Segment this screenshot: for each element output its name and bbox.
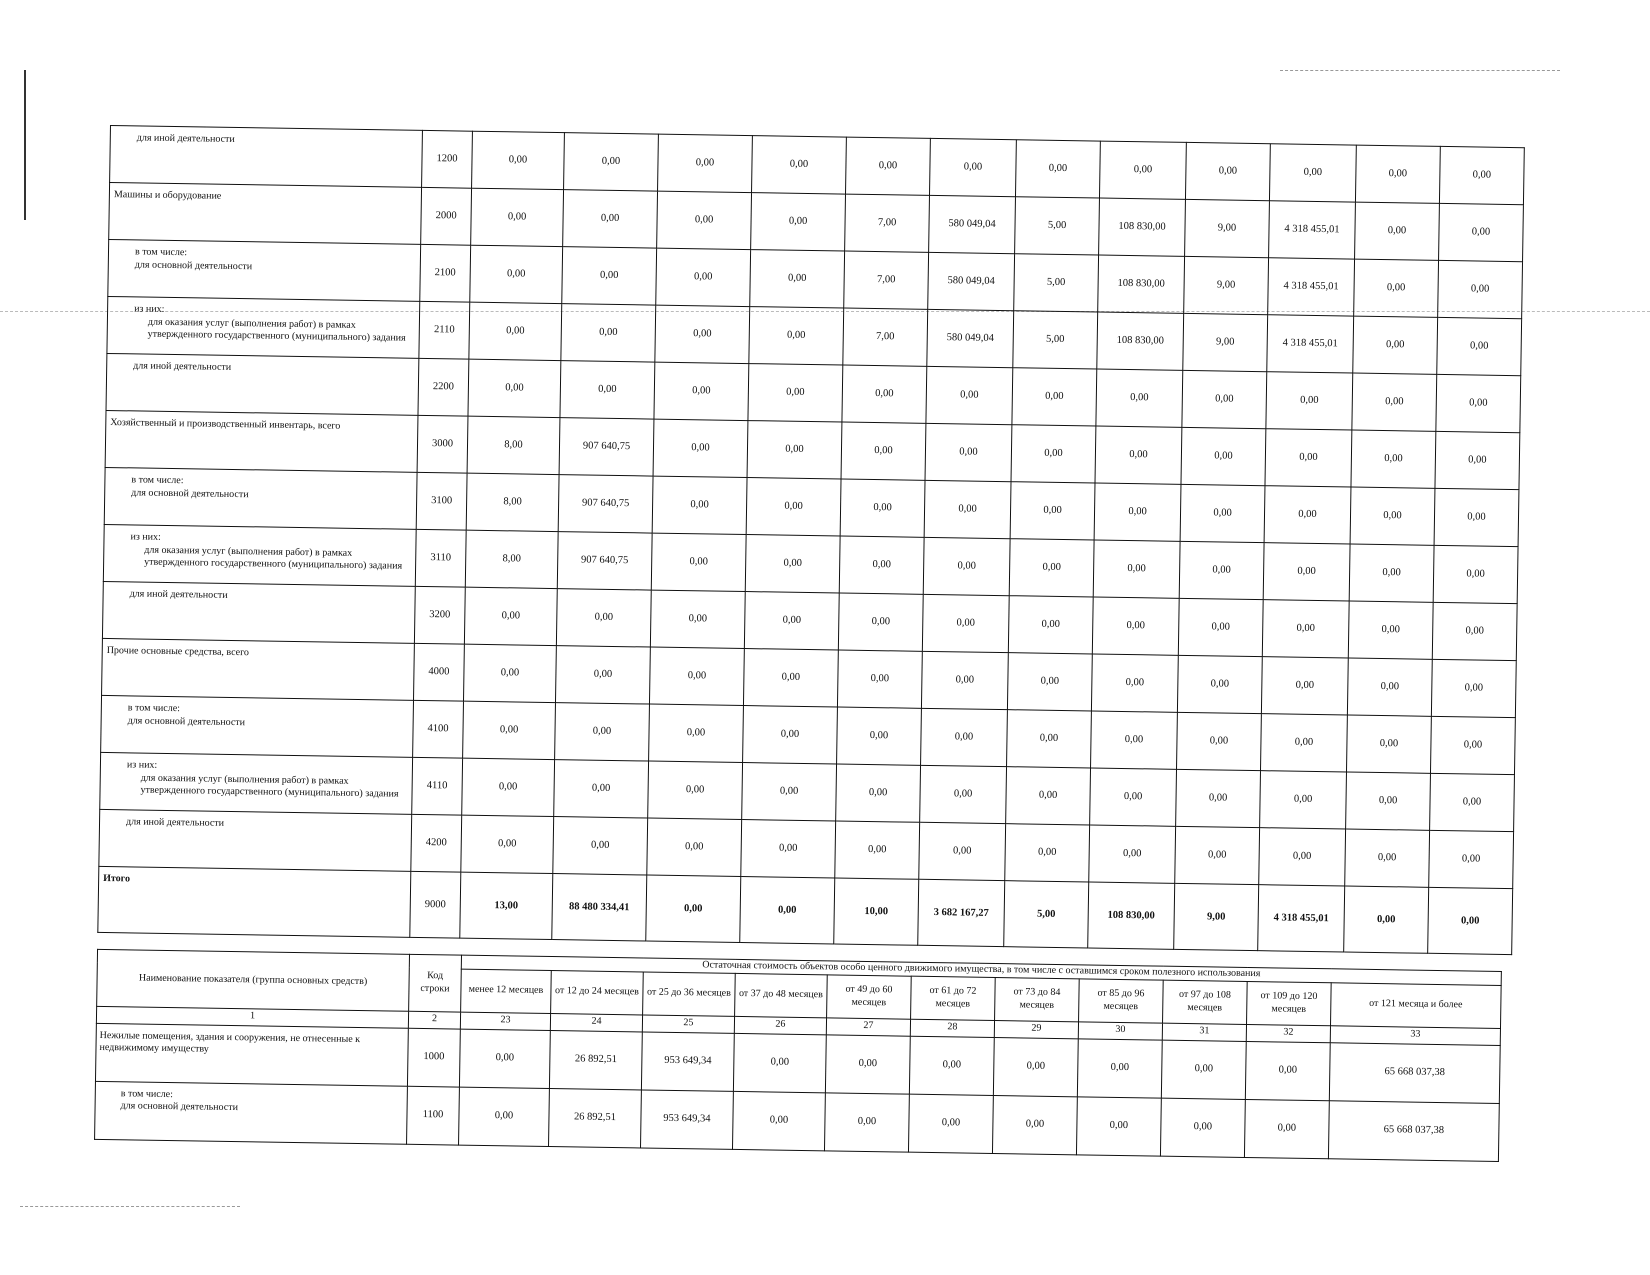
column-number: 29 xyxy=(994,1020,1078,1038)
value-cell: 5,00 xyxy=(1013,311,1098,369)
row-code: 2200 xyxy=(418,358,469,416)
value-cell: 0,00 xyxy=(925,423,1012,481)
row-name xyxy=(105,410,418,472)
total-value-cell: 4 318 455,01 xyxy=(1258,885,1345,952)
value-cell: 0,00 xyxy=(1346,715,1431,773)
value-cell: 0,00 xyxy=(1015,140,1100,198)
value-cell: 0,00 xyxy=(839,536,924,594)
row-name-line: из них: xyxy=(134,303,165,315)
value-cell: 0,00 xyxy=(924,480,1011,538)
value-cell: 0,00 xyxy=(471,188,564,246)
value-cell: 953 649,34 xyxy=(641,1031,734,1090)
value-cell: 0,00 xyxy=(1437,317,1522,375)
row-name-line: для иной деятельности xyxy=(125,816,225,829)
value-cell: 0,00 xyxy=(1005,824,1090,882)
row-name-line: в том числе: xyxy=(131,474,184,487)
value-cell: 0,00 xyxy=(1430,773,1515,831)
value-cell: 0,00 xyxy=(1245,1041,1330,1100)
row-name-line: для основной деятельности xyxy=(120,1100,239,1114)
value-cell: 0,00 xyxy=(1266,372,1353,430)
value-cell: 0,00 xyxy=(926,366,1013,424)
row-code: 3110 xyxy=(415,529,466,587)
column-number: 1 xyxy=(96,1006,408,1028)
value-cell: 0,00 xyxy=(920,765,1007,823)
period-column-header: от 121 месяца и более xyxy=(1331,982,1502,1028)
value-cell: 5,00 xyxy=(1014,254,1099,312)
total-label: Итого xyxy=(98,866,411,937)
value-cell: 0,00 xyxy=(564,133,659,191)
row-code: 3000 xyxy=(417,415,468,473)
value-cell: 0,00 xyxy=(1347,658,1432,716)
value-cell: 0,00 xyxy=(1430,716,1515,774)
value-cell: 0,00 xyxy=(846,137,931,195)
fixed-assets-table xyxy=(97,125,1525,955)
row-code: 2000 xyxy=(421,187,472,245)
row-name xyxy=(100,752,413,814)
column-number: 33 xyxy=(1330,1025,1500,1045)
value-cell: 0,00 xyxy=(1007,653,1092,711)
value-cell: 0,00 xyxy=(563,190,658,248)
code-column-header: Код строки xyxy=(409,954,462,1011)
value-cell: 0,00 xyxy=(1076,1096,1161,1155)
value-cell: 0,00 xyxy=(1177,712,1262,770)
value-cell: 0,00 xyxy=(553,817,648,875)
value-cell: 0,00 xyxy=(1438,260,1523,318)
row-name xyxy=(103,524,416,586)
value-cell: 9,00 xyxy=(1184,256,1269,314)
value-cell: 0,00 xyxy=(922,594,1009,652)
row-code: 2100 xyxy=(420,244,471,302)
value-cell: 0,00 xyxy=(463,701,556,759)
value-cell: 0,00 xyxy=(825,1034,910,1093)
value-cell: 0,00 xyxy=(459,1087,550,1146)
value-cell: 0,00 xyxy=(555,703,650,761)
row-name xyxy=(99,809,412,871)
value-cell: 0,00 xyxy=(1091,711,1178,769)
value-cell: 0,00 xyxy=(1345,829,1430,887)
value-cell: 0,00 xyxy=(1007,710,1092,768)
value-cell: 0,00 xyxy=(732,1091,825,1150)
value-cell: 0,00 xyxy=(743,649,838,707)
value-cell: 0,00 xyxy=(1261,714,1348,772)
row-code: 4110 xyxy=(412,757,463,815)
value-cell: 0,00 xyxy=(1348,601,1433,659)
row-name-line: недвижимому имуществу xyxy=(99,1041,209,1055)
value-cell: 0,00 xyxy=(562,247,657,305)
period-column-header: менее 12 месяцев xyxy=(461,969,552,1013)
row-name-line: Нежилые помещения, здания и сооружения, не отнесенные к xyxy=(99,1029,361,1045)
value-cell: 0,00 xyxy=(1264,486,1351,544)
value-cell: 0,00 xyxy=(556,589,651,647)
row-name xyxy=(109,183,422,245)
value-cell: 8,00 xyxy=(467,416,560,474)
scan-margin-mark xyxy=(24,70,26,220)
value-cell: 0,00 xyxy=(1176,769,1261,827)
name-column-header: Наименование показателя (группа основных средств) xyxy=(97,949,410,1010)
value-cell: 0,00 xyxy=(835,821,920,879)
value-cell: 0,00 xyxy=(1261,657,1348,715)
value-cell: 0,00 xyxy=(462,758,555,816)
total-value-cell: 5,00 xyxy=(1004,881,1089,948)
value-cell: 0,00 xyxy=(750,250,845,308)
value-cell: 0,00 xyxy=(921,651,1008,709)
value-cell: 0,00 xyxy=(1433,545,1518,603)
value-cell: 0,00 xyxy=(1099,141,1186,199)
row-name-line: Прочие основные средства, всего xyxy=(106,645,250,659)
row-name-line: утвержденного государственного (муниципального) задания xyxy=(140,784,399,800)
value-cell: 0,00 xyxy=(1178,598,1263,656)
row-name xyxy=(102,638,415,700)
value-cell: 0,00 xyxy=(464,587,557,645)
value-cell: 0,00 xyxy=(1353,316,1438,374)
total-value-cell: 88 480 334,41 xyxy=(552,874,647,941)
value-cell: 0,00 xyxy=(1265,429,1352,487)
column-number: 24 xyxy=(550,1013,642,1031)
value-cell: 0,00 xyxy=(649,647,744,705)
column-number: 23 xyxy=(460,1012,550,1030)
column-number: 2 xyxy=(408,1011,460,1029)
column-number: 30 xyxy=(1078,1021,1162,1039)
residual-value-table xyxy=(94,949,1502,1162)
row-code: 4200 xyxy=(411,814,462,872)
value-cell: 0,00 xyxy=(1432,602,1517,660)
period-column-header: от 73 до 84 месяцев xyxy=(995,977,1080,1021)
value-cell: 65 668 037,38 xyxy=(1328,1100,1499,1161)
period-column-header: от 37 до 48 месяцев xyxy=(735,973,828,1017)
value-cell: 0,00 xyxy=(1355,145,1440,203)
value-cell: 7,00 xyxy=(843,308,928,366)
value-cell: 0,00 xyxy=(656,248,751,306)
value-cell: 0,00 xyxy=(555,646,650,704)
value-cell: 953 649,34 xyxy=(641,1089,734,1148)
value-cell: 0,00 xyxy=(472,131,565,189)
row-name-line: для оказания услуг (выполнения работ) в рамках xyxy=(140,772,349,787)
value-cell: 0,00 xyxy=(1262,600,1349,658)
value-cell: 0,00 xyxy=(650,590,745,648)
value-cell: 8,00 xyxy=(465,530,558,588)
period-column-header: от 109 до 120 месяцев xyxy=(1247,981,1332,1025)
value-cell: 0,00 xyxy=(840,479,925,537)
total-value-cell: 0,00 xyxy=(646,875,741,942)
value-cell: 0,00 xyxy=(923,537,1010,595)
row-name xyxy=(108,239,421,301)
row-name xyxy=(95,1081,408,1144)
value-cell: 0,00 xyxy=(469,302,562,360)
value-cell: 0,00 xyxy=(1175,826,1260,884)
value-cell: 0,00 xyxy=(649,704,744,762)
value-cell: 0,00 xyxy=(1244,1099,1329,1158)
total-value-cell: 0,00 xyxy=(1344,886,1429,953)
value-cell: 0,00 xyxy=(921,708,1008,766)
value-cell: 0,00 xyxy=(745,535,840,593)
value-cell: 0,00 xyxy=(743,706,838,764)
value-cell: 0,00 xyxy=(1355,202,1440,260)
total-value-cell: 10,00 xyxy=(834,878,919,945)
value-cell: 0,00 xyxy=(658,134,753,192)
value-cell: 0,00 xyxy=(652,476,747,534)
value-cell: 0,00 xyxy=(1354,259,1439,317)
row-name xyxy=(95,1023,408,1086)
value-cell: 0,00 xyxy=(919,822,1006,880)
value-cell: 0,00 xyxy=(1010,482,1095,540)
row-name-line: для основной деятельности xyxy=(134,258,253,272)
value-cell: 0,00 xyxy=(837,707,922,765)
value-cell: 580 049,04 xyxy=(929,195,1016,253)
value-cell: 0,00 xyxy=(838,593,923,651)
value-cell: 0,00 xyxy=(463,644,556,702)
value-cell: 0,00 xyxy=(651,533,746,591)
value-cell: 0,00 xyxy=(993,1037,1078,1096)
row-name-line: из них: xyxy=(130,531,161,543)
value-cell: 8,00 xyxy=(466,473,559,531)
value-cell: 0,00 xyxy=(1439,146,1524,204)
column-number: 32 xyxy=(1246,1024,1330,1042)
value-cell: 0,00 xyxy=(1346,772,1431,830)
residual-value-group-header: Остаточная стоимость объектов особо ценного движимого имущества, в том числе с оставшимся сроком полезного использования xyxy=(461,955,1501,985)
value-cell: 7,00 xyxy=(845,194,930,252)
scan-dash-mark xyxy=(1280,70,1560,71)
total-value-cell: 108 830,00 xyxy=(1088,882,1175,949)
value-cell: 9,00 xyxy=(1185,199,1270,257)
row-name-line: для иной деятельности xyxy=(136,132,235,145)
value-cell: 0,00 xyxy=(1182,370,1267,428)
column-number: 27 xyxy=(826,1017,910,1035)
value-cell: 0,00 xyxy=(1090,768,1177,826)
value-cell: 0,00 xyxy=(459,1029,550,1088)
value-cell: 0,00 xyxy=(1092,597,1179,655)
value-cell: 0,00 xyxy=(1429,830,1514,888)
value-cell: 0,00 xyxy=(1431,659,1516,717)
period-column-header: от 49 до 60 месяцев xyxy=(827,974,912,1018)
value-cell: 0,00 xyxy=(733,1033,826,1092)
value-cell: 580 049,04 xyxy=(928,252,1015,310)
period-column-header: от 85 до 96 месяцев xyxy=(1079,978,1164,1022)
row-name-line: утвержденного государственного (муниципального) задания xyxy=(147,328,406,344)
value-cell: 580 049,04 xyxy=(927,309,1014,367)
value-cell: 0,00 xyxy=(751,193,846,251)
value-cell: 0,00 xyxy=(1185,142,1270,200)
value-cell: 0,00 xyxy=(648,761,743,819)
value-cell: 0,00 xyxy=(1349,544,1434,602)
row-code: 2110 xyxy=(419,301,470,359)
value-cell: 0,00 xyxy=(842,365,927,423)
value-cell: 0,00 xyxy=(1089,825,1176,883)
value-cell: 0,00 xyxy=(1179,541,1264,599)
value-cell: 26 892,51 xyxy=(549,1088,642,1147)
column-number: 26 xyxy=(734,1016,826,1034)
row-name-line: в том числе: xyxy=(127,702,181,715)
value-cell: 0,00 xyxy=(1012,368,1097,426)
row-name xyxy=(107,296,420,358)
value-cell: 108 830,00 xyxy=(1097,312,1184,370)
row-name xyxy=(110,126,423,188)
value-cell: 0,00 xyxy=(1435,431,1520,489)
column-number: 28 xyxy=(910,1019,994,1037)
value-cell: 0,00 xyxy=(841,422,926,480)
value-cell: 0,00 xyxy=(468,359,561,417)
value-cell: 0,00 xyxy=(1436,374,1521,432)
value-cell: 4 318 455,01 xyxy=(1268,258,1355,316)
row-name-line: для иной деятельности xyxy=(133,360,232,373)
row-code: 9000 xyxy=(410,871,461,938)
value-cell: 0,00 xyxy=(836,764,921,822)
value-cell: 0,00 xyxy=(1096,369,1183,427)
value-cell: 0,00 xyxy=(748,364,843,422)
value-cell: 0,00 xyxy=(1350,487,1435,545)
value-cell: 7,00 xyxy=(844,251,929,309)
value-cell: 0,00 xyxy=(909,1036,994,1095)
period-column-header: от 61 до 72 месяцев xyxy=(911,976,996,1020)
value-cell: 0,00 xyxy=(1181,427,1266,485)
row-name-line: в том числе: xyxy=(134,246,188,259)
value-cell: 0,00 xyxy=(992,1095,1077,1154)
value-cell: 0,00 xyxy=(561,304,656,362)
value-cell: 0,00 xyxy=(1091,654,1178,712)
value-cell: 0,00 xyxy=(824,1092,909,1151)
document-sheet xyxy=(94,125,1525,1162)
value-cell: 0,00 xyxy=(657,191,752,249)
value-cell: 0,00 xyxy=(1009,539,1094,597)
row-name-line: Машины и оборудование xyxy=(113,189,222,202)
value-cell: 0,00 xyxy=(1006,767,1091,825)
row-code: 3200 xyxy=(414,586,465,644)
value-cell: 0,00 xyxy=(1352,373,1437,431)
total-value-cell: 13,00 xyxy=(460,872,553,939)
total-value-cell: 9,00 xyxy=(1174,883,1259,950)
row-name-line: из них: xyxy=(126,759,158,771)
period-column-header: от 25 до 36 месяцев xyxy=(643,971,736,1015)
value-cell: 26 892,51 xyxy=(549,1030,642,1089)
value-cell: 907 640,75 xyxy=(559,418,654,476)
value-cell: 0,00 xyxy=(1351,430,1436,488)
row-name xyxy=(106,353,419,415)
value-cell: 0,00 xyxy=(749,307,844,365)
value-cell: 108 830,00 xyxy=(1099,198,1186,256)
value-cell: 0,00 xyxy=(653,419,748,477)
row-code: 4100 xyxy=(413,700,464,758)
value-cell: 0,00 xyxy=(1095,426,1182,484)
value-cell: 4 318 455,01 xyxy=(1267,315,1354,373)
row-code: 4000 xyxy=(414,643,465,701)
value-cell: 0,00 xyxy=(1259,828,1346,886)
value-cell: 0,00 xyxy=(752,136,847,194)
value-cell: 0,00 xyxy=(1011,425,1096,483)
row-name-line: для иной деятельности xyxy=(129,588,228,601)
value-cell: 0,00 xyxy=(1439,203,1524,261)
value-cell: 0,00 xyxy=(461,815,554,873)
value-cell: 0,00 xyxy=(1260,771,1347,829)
period-column-header: от 97 до 108 месяцев xyxy=(1163,980,1248,1024)
value-cell: 0,00 xyxy=(1269,144,1356,202)
row-code: 3100 xyxy=(416,472,467,530)
row-name-line: Хозяйственный и производственный инвентарь, всего xyxy=(110,417,341,432)
value-cell: 0,00 xyxy=(654,362,749,420)
value-cell: 0,00 xyxy=(1160,1098,1245,1157)
value-cell: 0,00 xyxy=(742,763,837,821)
value-cell: 0,00 xyxy=(1094,483,1181,541)
row-name-line: для основной деятельности xyxy=(131,486,249,500)
row-code: 1000 xyxy=(407,1028,460,1087)
value-cell: 0,00 xyxy=(470,245,563,303)
value-cell: 0,00 xyxy=(647,818,742,876)
value-cell: 0,00 xyxy=(1263,543,1350,601)
scan-dash-mark xyxy=(20,1206,240,1207)
value-cell: 65 668 037,38 xyxy=(1329,1042,1500,1103)
value-cell: 0,00 xyxy=(560,361,655,419)
value-cell: 0,00 xyxy=(747,421,842,479)
row-code: 1200 xyxy=(422,130,473,188)
value-cell: 4 318 455,01 xyxy=(1269,201,1356,259)
row-name xyxy=(101,695,414,757)
row-name xyxy=(102,581,415,643)
total-value-cell: 0,00 xyxy=(740,877,835,944)
value-cell: 0,00 xyxy=(744,592,839,650)
value-cell: 0,00 xyxy=(1434,488,1519,546)
value-cell: 0,00 xyxy=(655,305,750,363)
value-cell: 0,00 xyxy=(1161,1040,1246,1099)
value-cell: 0,00 xyxy=(929,138,1016,196)
value-cell: 0,00 xyxy=(741,820,836,878)
value-cell: 0,00 xyxy=(1177,655,1262,713)
value-cell: 907 640,75 xyxy=(557,532,652,590)
value-cell: 0,00 xyxy=(837,650,922,708)
column-number: 31 xyxy=(1162,1023,1246,1041)
value-cell: 0,00 xyxy=(1180,484,1265,542)
total-value-cell: 0,00 xyxy=(1428,887,1513,954)
total-value-cell: 3 682 167,27 xyxy=(918,879,1005,946)
row-code: 1100 xyxy=(407,1086,460,1145)
row-name-line: утвержденного государственного (муниципального) задания xyxy=(144,556,403,572)
value-cell: 0,00 xyxy=(1093,540,1180,598)
column-number: 25 xyxy=(642,1014,734,1032)
row-name-line: для оказания услуг (выполнения работ) в рамках xyxy=(147,316,356,331)
row-name-line: для оказания услуг (выполнения работ) в рамках xyxy=(144,544,353,559)
value-cell: 5,00 xyxy=(1015,197,1100,255)
value-cell: 0,00 xyxy=(908,1094,993,1153)
value-cell: 9,00 xyxy=(1183,313,1268,371)
value-cell: 108 830,00 xyxy=(1098,255,1185,313)
value-cell: 0,00 xyxy=(746,478,841,536)
value-cell: 0,00 xyxy=(554,760,649,818)
value-cell: 0,00 xyxy=(1077,1038,1162,1097)
value-cell: 907 640,75 xyxy=(558,475,653,533)
row-name-line: в том числе: xyxy=(120,1087,173,1100)
value-cell: 0,00 xyxy=(1008,596,1093,654)
row-name xyxy=(104,467,417,529)
period-column-header: от 12 до 24 месяцев xyxy=(551,970,644,1014)
row-name-line: для основной деятельности xyxy=(127,714,246,728)
